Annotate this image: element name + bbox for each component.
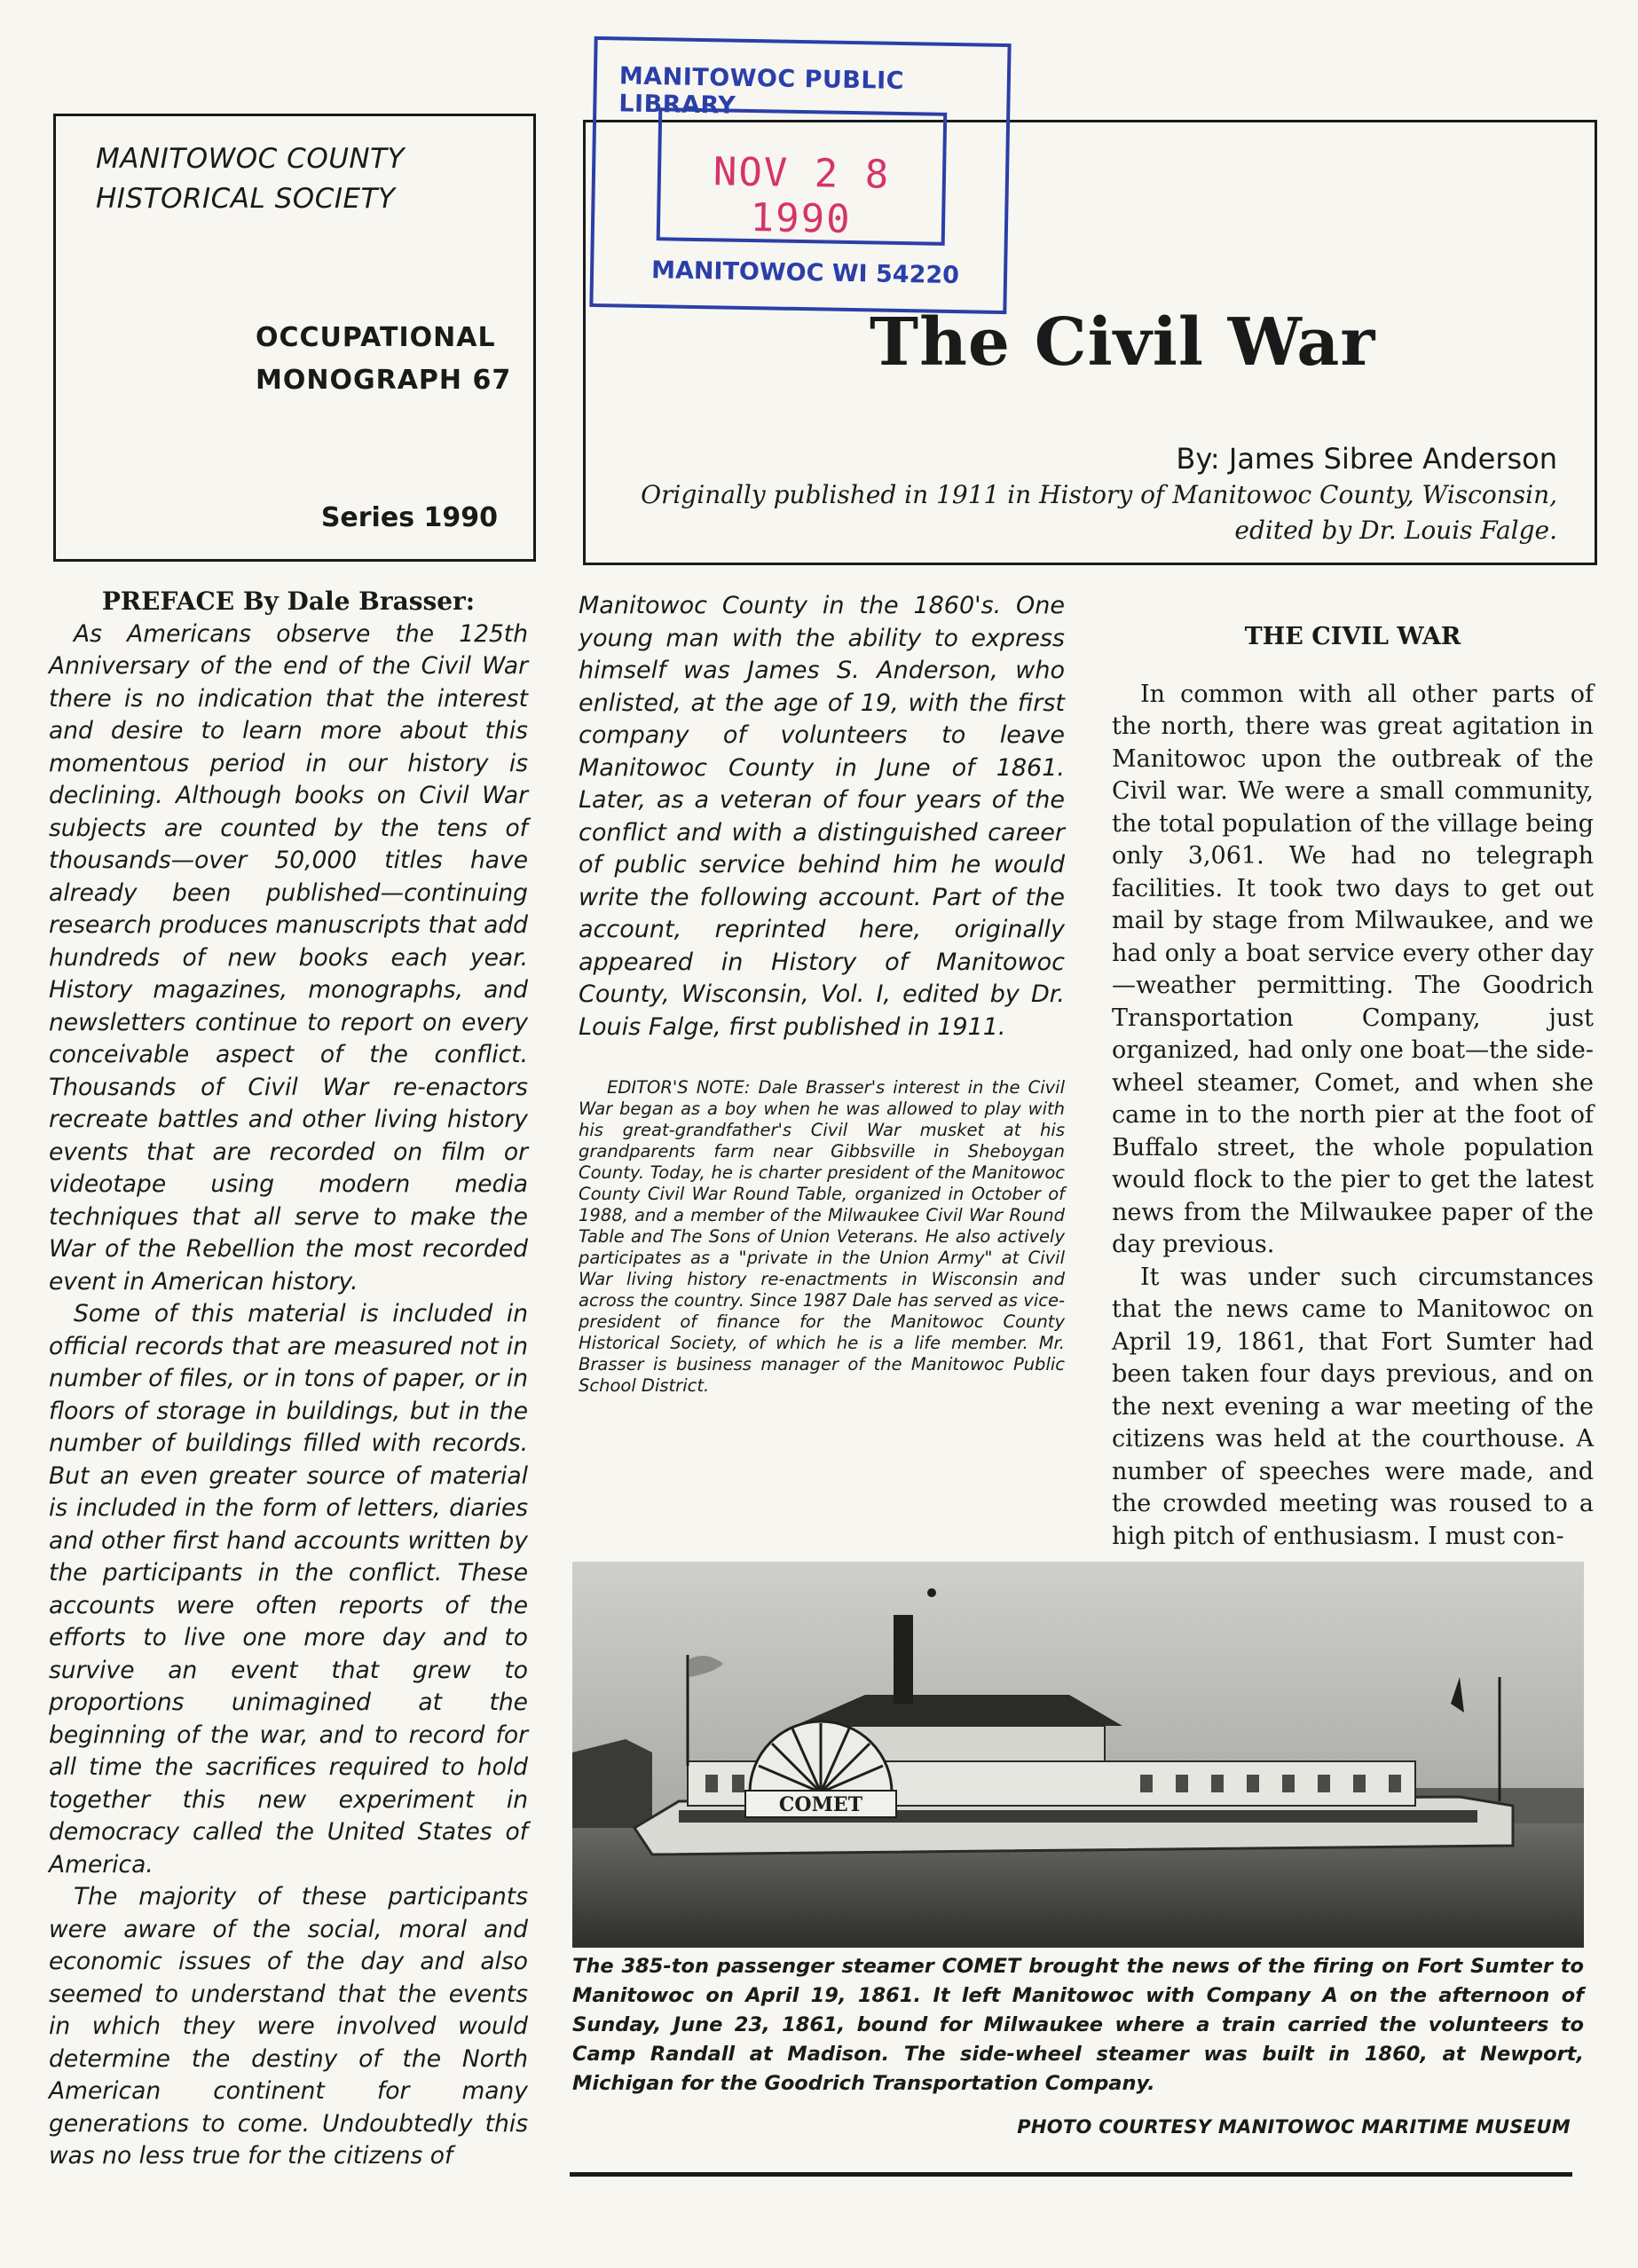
byline	[1176, 442, 1557, 476]
preface-paragraph-1: As Americans observe the 125th Anniversary of the end of the Civil War there is no indication that the interest and desire to learn more about this momentous period in our history is declining. Although books on Civil War subjects are counted by the tens of thousands—over 50,000 titles have already been published—continuing research produces manuscripts that add hundreds of new books each year. History magazines, monographs, and newsletters continue to report on every conceivable aspect of the conflict. Thousands of Civil War re-enactors recreate battles and other living history events that are recorded on film or videotape using modern media techniques that all serve to make the War of the Rebellion the most recorded event in American history.	[49, 619, 528, 1295]
article-paragraph-2: It was under such circumstances that the news came to Manitowoc on April 19, 1861, that Fort Sumter had been taken four days previous, and on the next evening a war meeting of the citizens was held at the courthouse. A number of speeches were made, and the crowded meeting was roused to a high pitch of enthusiasm. I must con-	[1112, 1263, 1594, 1550]
society-name-line1: MANITOWOC COUNTY	[96, 143, 405, 175]
society-header-box	[53, 114, 536, 562]
stamp-library-name: MANITOWOC PUBLIC LIBRARY	[618, 62, 905, 120]
author-name: James Sibree Anderson	[1228, 442, 1557, 476]
original-publication-line2: edited by Dr. Louis Falge.	[1234, 516, 1557, 545]
article-column	[1112, 621, 1594, 1553]
preface-continuation: Manitowoc County in the 1860's. One young man with the ability to express himself was James S. Anderson, who enlisted, at the age of 19, with the first company of volunteers to leave Manitowoc County in June of 1861. Later, as a veteran of four years of the conflict and with a distinguished career of public service behind him he would write the following account. Part of the account, reprinted here, originally appeared in History of Manitowoc County, Wisconsin, Vol. I, edited by Dr. Louis Falge, first published in 1911.	[579, 592, 1065, 1041]
article-paragraph-1: In common with all other parts of the north, there was great agitation in Manitowoc upon the outbreak of the Civil war. We were a small community, the total population of the village being only 3,061. We had no telegraph facilities. It took two days to get out mail by stage from Milwaukee, and we had only a boat service every other day—weather permitting. The Goodrich Transportation Company, just organized, had only one boat—the side-wheel steamer, Comet, and when she came in to the north pier at the foot of Buffalo street, the whole population would flock to the pier to get the latest news from the Milwaukee paper of the day previous.	[1112, 680, 1594, 1258]
preface-paragraph-2: Some of this material is included in official records that are measured not in number of files, or in tons of paper, or in floors of storage in buildings, but in the number of buildings filled with records. But an even greater source of material is included in the form of letters, diaries and other first hand accounts written by the participants in the conflict. These accounts were often reports of the efforts to live one more day and to survive an event that grew to proportions unimagined at the beginning of the war, and to record for all time the sacrifices required to hold together this new experiment in democracy called the United States of America.	[49, 1300, 528, 1878]
byline-label: By:	[1176, 442, 1220, 476]
article-heading: THE CIVIL WAR	[1244, 623, 1461, 650]
page-title: The Civil War	[870, 304, 1376, 381]
preface-column	[49, 586, 528, 2173]
series-label: Series 1990	[320, 502, 498, 533]
smoke	[927, 1588, 936, 1597]
smokestack	[894, 1615, 913, 1704]
preface-continuation-column	[579, 590, 1065, 1397]
preface-heading: PREFACE By Dale Brasser:	[101, 587, 476, 616]
library-stamp	[589, 36, 1011, 314]
editor-note: EDITOR'S NOTE: Dale Brasser's interest in the Civil War began as a boy when he was allowed to play with his great-grandfather's Civil War musket at his grandparents farm near Gibbsville in Sheboygan County. Today, he is charter president of the Manitowoc County Civil War Round Table, organized in October of 1988, and a member of the Milwaukee Civil War Round Table and The Sons of Union Veterans. He also actively participates as a "private in the Union Army" at Civil War living history re-enactments in Wisconsin and across the country. Since 1987 Dale has served as vice-president of finance for the Manitowoc County Historical Society, of which he is a life member. Mr. Brasser is business manager of the Manitowoc Public School District.	[579, 1077, 1065, 1396]
society-name-line2: HISTORICAL SOCIETY	[96, 183, 396, 215]
photo-credit: PHOTO COURTESY MANITOWOC MARITIME MUSEUM	[1017, 2116, 1571, 2138]
steamer-illustration	[572, 1562, 1584, 1948]
stamp-date-box	[657, 107, 948, 246]
bottom-rule	[570, 2172, 1572, 2177]
photo-caption-text: The 385-ton passenger steamer COMET brought the news of the firing on Fort Sumter to Manitowoc on April 19, 1861. It left Manitowoc with Company A on the afternoon of Sunday, June 23, 1861, bound for Milwaukee where a train carried the volunteers to Camp Randall at Madison. The side-wheel steamer was built in 1860, at Newport, Michigan for the Goodrich Transportation Company.	[572, 1955, 1584, 2095]
paddle-label: COMET	[778, 1793, 863, 1816]
photo-caption	[572, 1952, 1584, 2099]
preface-paragraph-3: The majority of these participants were aware of the social, moral and economic issues of the day and also seemed to understand that the events in which they were involved would determine the destiny of the North American continent for many generations to come. Undoubtedly this was no less true for the citizens of	[49, 1883, 528, 2170]
monograph-type: OCCUPATIONAL	[256, 322, 496, 353]
original-publication-line1: Originally published in 1911 in History of Manitowoc County, Wisconsin,	[641, 480, 1557, 509]
steamer-comet-photo	[572, 1562, 1584, 1948]
monograph-number: MONOGRAPH 67	[256, 365, 512, 396]
stamp-location: MANITOWOC WI 54220	[650, 256, 960, 290]
stamp-date: NOV 2 8 1990	[713, 149, 891, 243]
shore-building	[572, 1739, 652, 1828]
